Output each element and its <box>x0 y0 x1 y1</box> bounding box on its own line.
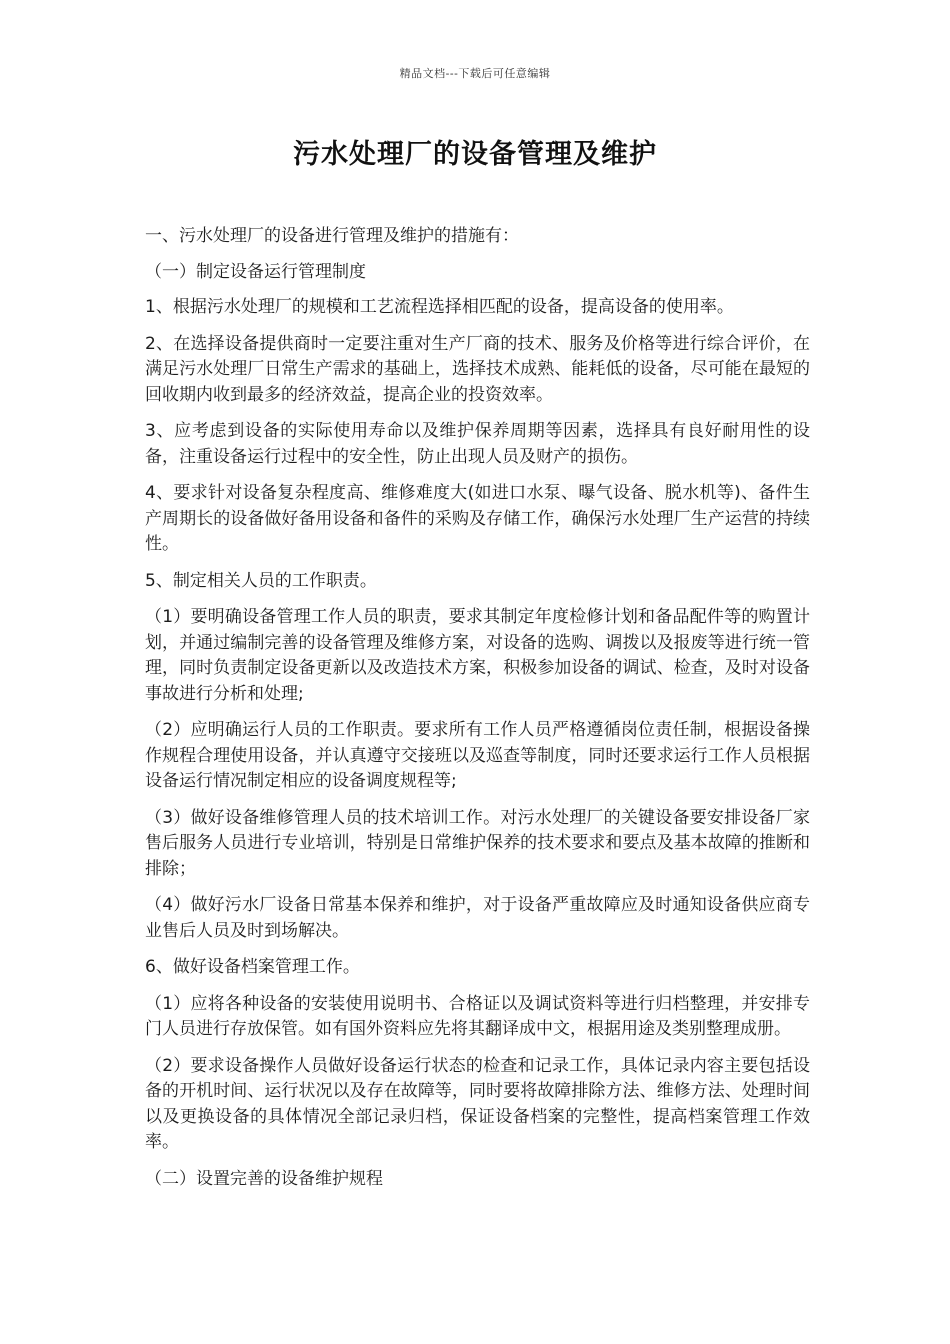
paragraph: 1、根据污水处理厂的规模和工艺流程选择相匹配的设备，提高设备的使用率。 <box>145 297 734 317</box>
paragraph: （1）应将各种设备的安装使用说明书、合格证以及调试资料等进行归档整理，并安排专门人员进行存放保管。如有国外资料应先将其翻译成中文，根据用途及类别整理成册。 <box>145 993 810 1039</box>
paragraph: （4）做好污水厂设备日常基本保养和维护，对于设备严重故障应及时通知设备供应商专业售后人员及时到场解决。 <box>145 895 810 941</box>
paragraph: （2）要求设备操作人员做好设备运行状态的检查和记录工作，具体记录内容主要包括设备的开机时间、运行状况以及存在故障等，同时要将故障排除方法、维修方法、处理时间以及更换设备的具体情况全部记录归档，保证设备档案的完整性，提高档案管理工作效率。 <box>145 1055 810 1152</box>
section-heading: 一、污水处理厂的设备进行管理及维护的措施有： <box>145 226 519 246</box>
paragraph: （1）要明确设备管理工作人员的职责，要求其制定年度检修计划和备品配件等的购置计划，并通过编制完善的设备管理及维修方案，对设备的选购、调拨以及报废等进行统一管理，同时负责制定设备更新以及改造技术方案，积极参加设备的调试、检查，及时对设备事故进行分析和处理; <box>145 607 810 704</box>
paragraph: （3）做好设备维修管理人员的技术培训工作。对污水处理厂的关键设备要安排设备厂家售后服务人员进行专业培训，特别是日常维护保养的技术要求和要点及基本故障的推断和排除； <box>145 807 810 879</box>
paragraph: 6、做好设备档案管理工作。 <box>145 957 360 977</box>
paragraph: 2、在选择设备提供商时一定要注重对生产厂商的技术、服务及价格等进行综合评价，在满足污水处理厂日常生产需求的基础上，选择技术成熟、能耗低的设备，尽可能在最短的回收期内收到最多的经济效益，提高企业的投资效率。 <box>145 333 810 405</box>
paragraph: 4、要求针对设备复杂程度高、维修难度大(如进口水泵、曝气设备、脱水机等)、备件生产周期长的设备做好备用设备和备件的采购及存储工作，确保污水处理厂生产运营的持续性。 <box>145 483 810 554</box>
header-note: 精品文档---下载后可任意编辑 <box>399 67 551 80</box>
paragraph: 5、制定相关人员的工作职责。 <box>145 570 377 591</box>
subsection-heading: （一）制定设备运行管理制度 <box>145 261 366 282</box>
subsection-heading: （二）设置完善的设备维护规程 <box>145 1168 383 1189</box>
document-title: 污水处理厂的设备管理及维护 <box>293 139 657 170</box>
paragraph: 3、应考虑到设备的实际使用寿命以及维护保养周期等因素，选择具有良好耐用性的设备，注重设备运行过程中的安全性，防止出现人员及财产的损伤。 <box>145 421 810 467</box>
document-body <box>145 224 810 1202</box>
paragraph: （2）应明确运行人员的工作职责。要求所有工作人员严格遵循岗位责任制，根据设备操作规程合理使用设备，并认真遵守交接班以及巡查等制度，同时还要求运行工作人员根据设备运行情况制定相应的设备调度规程等; <box>145 720 810 791</box>
